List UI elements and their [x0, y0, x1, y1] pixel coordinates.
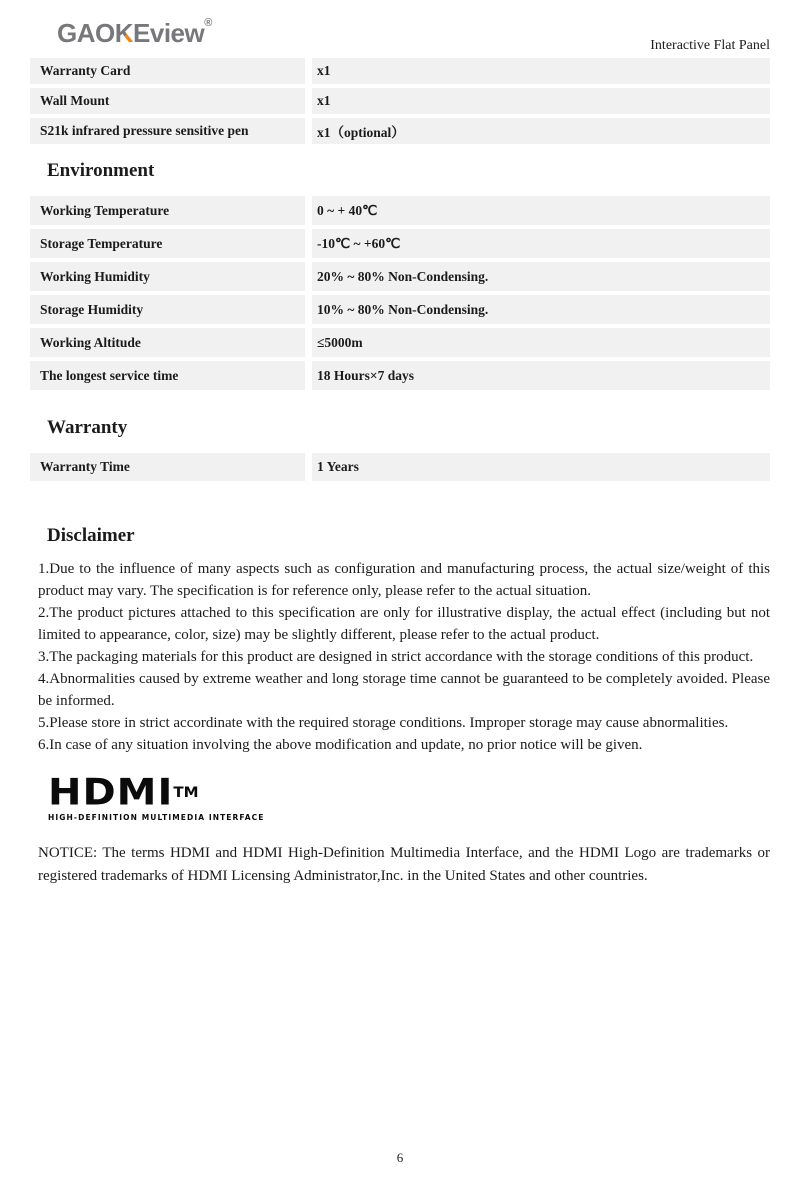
table-row: [30, 361, 770, 390]
logo-text-gao: GAO: [57, 18, 115, 48]
document-title: Interactive Flat Panel: [650, 38, 770, 53]
packing-list-table: [30, 58, 770, 144]
table-row: [30, 196, 770, 225]
table-row: [30, 88, 770, 114]
disclaimer-item: 3.The packaging materials for this product are designed in strict accordance with the storage conditions of this product.: [38, 649, 754, 665]
row-value: 0 ~ + 40℃: [312, 196, 770, 225]
row-label: Storage Temperature: [30, 229, 305, 258]
row-label: Storage Humidity: [30, 295, 305, 324]
row-value: -10℃ ~ +60℃: [312, 229, 770, 258]
table-row: [30, 58, 770, 84]
table-row: [30, 295, 770, 324]
warranty-table: [30, 453, 770, 481]
row-value: 1 Years: [312, 453, 770, 481]
logo-text-e: E: [133, 18, 150, 48]
environment-heading: Environment: [47, 160, 155, 181]
disclaimer-item: 5.Please store in strict accordinate with the required storage conditions. Improper storage may cause abnormalities.: [38, 715, 729, 731]
table-row: [30, 453, 770, 481]
logo-text-k: K: [114, 18, 134, 48]
row-label: Working Humidity: [30, 262, 305, 291]
row-value: 20% ~ 80% Non-Condensing.: [312, 262, 770, 291]
page-header: [0, 0, 800, 58]
gaokeview-logo: [57, 17, 212, 48]
table-row: [30, 262, 770, 291]
disclaimer-item: 6.In case of any situation involving the above modification and update, no prior notice will be given.: [38, 737, 643, 753]
disclaimer-item: 4.Abnormalities caused by extreme weather and long storage time cannot be guaranteed to be completely avoided. Please be informed.: [38, 671, 770, 709]
row-value: 18 Hours×7 days: [312, 361, 770, 390]
row-label: Working Altitude: [30, 328, 305, 357]
warranty-heading: Warranty: [47, 417, 128, 438]
row-value: ≤5000m: [312, 328, 770, 357]
hdmi-logo: [48, 771, 265, 822]
disclaimer-body: [38, 558, 770, 756]
row-label: Warranty Time: [30, 453, 305, 481]
page-number: 6: [396, 1150, 404, 1165]
row-label: Working Temperature: [30, 196, 305, 225]
row-label: Wall Mount: [30, 88, 305, 114]
trademark-icon: TM: [173, 784, 199, 801]
registered-mark-icon: ®: [204, 17, 212, 29]
disclaimer-heading: Disclaimer: [47, 525, 135, 546]
environment-table: [30, 196, 770, 390]
hdmi-tagline: HIGH-DEFINITION MULTIMEDIA INTERFACE: [48, 813, 265, 822]
hdmi-logo-text: [48, 771, 258, 814]
row-label: Warranty Card: [30, 58, 305, 84]
table-row: [30, 118, 770, 144]
row-label: S21k infrared pressure sensitive pen: [30, 118, 305, 144]
row-value: x1: [312, 58, 770, 84]
row-value: x1（optional）: [312, 118, 770, 144]
row-value: 10% ~ 80% Non-Condensing.: [312, 295, 770, 324]
row-value: x1: [312, 88, 770, 114]
hdmi-wordmark: HDMI: [48, 771, 174, 814]
hdmi-notice-text: NOTICE: The terms HDMI and HDMI High-Definition Multimedia Interface, and the HDMI Logo are trademarks or registered trademarks of HDMI Licensing Administrator,Inc. in the United States and other countries.: [38, 845, 770, 884]
disclaimer-item: 2.The product pictures attached to this specification are only for illustrative display, the actual effect (including but not limited to appearance, color, size) may be slightly different, please refer to the actual product.: [38, 605, 770, 643]
row-label: The longest service time: [30, 361, 305, 390]
table-row: [30, 229, 770, 258]
logo-text-view: view: [149, 18, 205, 48]
table-row: [30, 328, 770, 357]
disclaimer-item: 1.Due to the influence of many aspects such as configuration and manufacturing process, the actual size/weight of this product may vary. The specification is for reference only, please refer to the actual situation.: [38, 561, 770, 599]
